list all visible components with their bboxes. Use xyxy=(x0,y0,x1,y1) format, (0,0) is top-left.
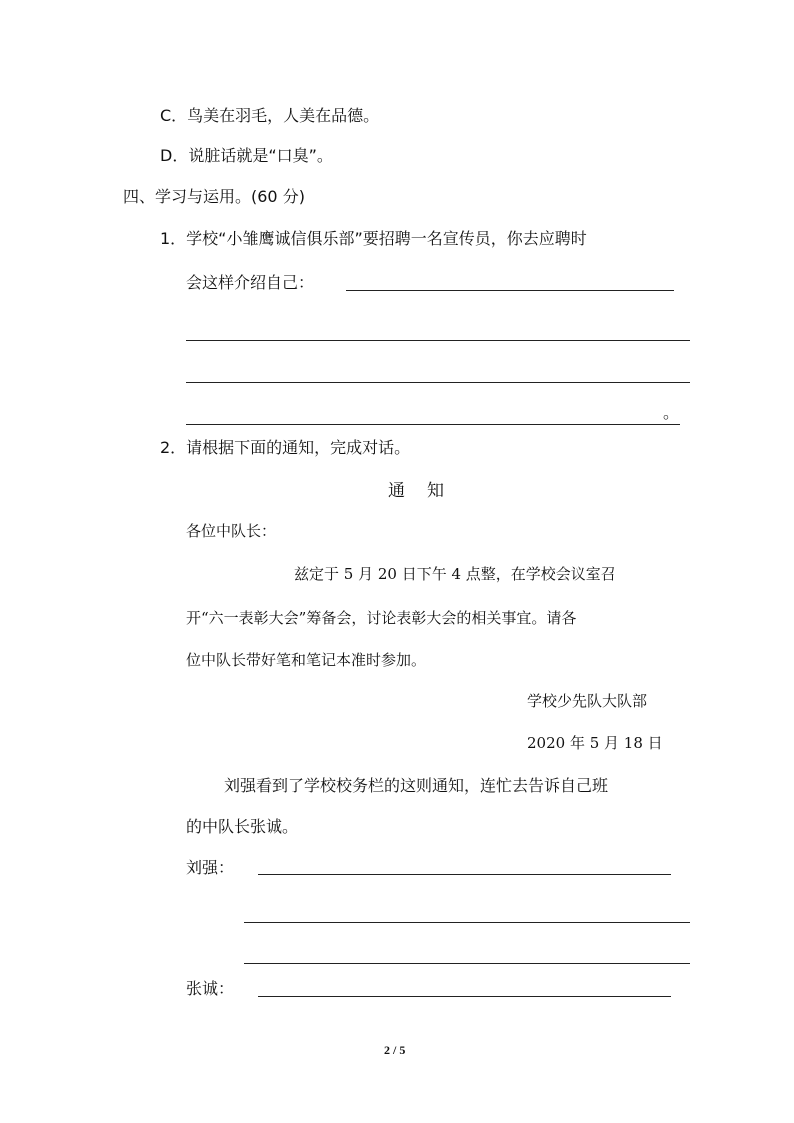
notice-body-line-1: 兹定于 5 月 20 日下午 4 点整，在学校会议室召 xyxy=(294,565,616,583)
option-d: D．说脏话就是“口臭”。 xyxy=(160,146,333,165)
section-heading: 四、学习与运用。(60 分) xyxy=(123,187,305,206)
story-line-2: 的中队长张诚。 xyxy=(186,817,299,836)
answer-line[interactable] xyxy=(258,874,671,875)
answer-line[interactable] xyxy=(258,996,671,997)
answer-end-mark: 。 xyxy=(663,403,680,422)
notice-signature: 学校少先队大队部 xyxy=(527,692,648,710)
answer-line[interactable] xyxy=(186,340,690,341)
question-2-prompt: 2．请根据下面的通知，完成对话。 xyxy=(160,438,411,457)
answer-line[interactable] xyxy=(186,382,690,383)
speaker-zhang-cheng: 张诚： xyxy=(186,979,235,998)
story-line-1: 刘强看到了学校校务栏的这则通知，连忙去告诉自己班 xyxy=(224,776,609,795)
speaker-liu-qiang: 刘强： xyxy=(186,858,235,877)
question-1-line-2: 会这样介绍自己： xyxy=(186,273,315,292)
page-number: 2 / 5 xyxy=(384,1043,406,1057)
answer-line[interactable] xyxy=(346,290,674,291)
notice-body-line-3: 位中队长带好笔和笔记本准时参加。 xyxy=(186,651,427,669)
question-1-line-1: 1．学校“小雏鹰诚信俱乐部”要招聘一名宣传员，你去应聘时 xyxy=(160,229,587,248)
notice-title: 通知 xyxy=(388,481,466,501)
notice-date: 2020 年 5 月 18 日 xyxy=(527,734,663,752)
notice-salutation: 各位中队长： xyxy=(186,522,277,540)
answer-line[interactable] xyxy=(186,424,680,425)
option-c: C．鸟美在羽毛，人美在品德。 xyxy=(160,106,380,125)
notice-body-line-2: 开“六一表彰大会”筹备会，讨论表彰大会的相关事宜。请各 xyxy=(186,609,577,627)
answer-line[interactable] xyxy=(244,963,690,964)
answer-line[interactable] xyxy=(244,922,690,923)
